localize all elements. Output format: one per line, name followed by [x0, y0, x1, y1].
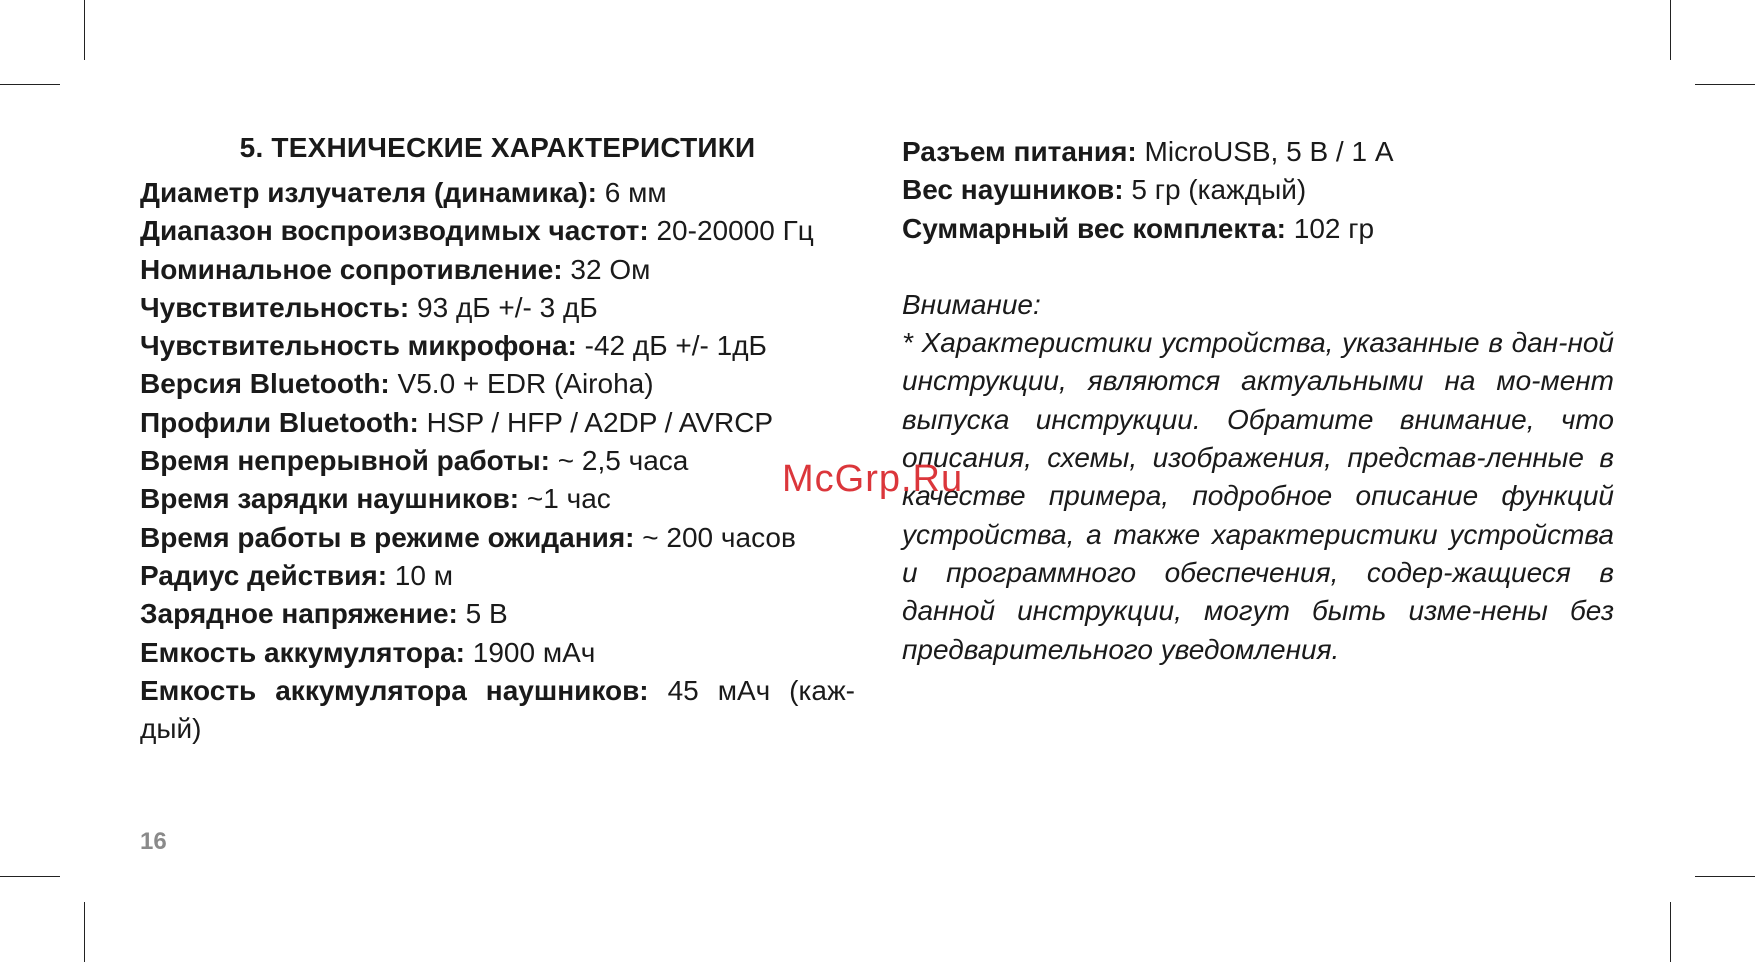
spec-line [140, 212, 855, 250]
spec-value: 1900 мАч [464, 636, 596, 668]
spec-value: 93 дБ +/- 3 дБ [409, 291, 598, 323]
left-column [140, 130, 855, 748]
spec-label: Время работы в режиме ожидания: [140, 521, 635, 553]
spec-label: Вес наушников: [902, 174, 1124, 206]
spec-value: 32 Ом [562, 253, 651, 285]
spec-label: Время зарядки наушников: [140, 483, 520, 515]
spec-value: 102 гр [1286, 212, 1375, 244]
note-heading: Внимание: [902, 288, 1041, 320]
spec-label: Версия Bluetooth: [140, 368, 390, 400]
spec-line [140, 174, 855, 212]
spec-line [140, 480, 855, 518]
spec-list [140, 174, 855, 748]
crop-mark [0, 84, 60, 85]
spec-label: Емкость аккумулятора наушников: [140, 674, 649, 706]
spec-label: Профили Bluetooth: [140, 406, 419, 438]
crop-mark [1695, 876, 1755, 877]
note-body: * Характеристики устройства, указанные в дан-ной инструкции, являются актуальными на мо-мент выпуска инструкции. Обратите внимание, что описания, схемы, изображения, представ-ленные в качестве примера, подробное описание функций устройства, а также характеристики устройства и программного обеспечения, содер-жащиеся в данной инструкции, могут быть изме-нены без предварительного уведомления. [902, 327, 1614, 665]
spec-label: Разъем питания: [902, 136, 1137, 167]
spec-line [140, 557, 855, 595]
spec-line [140, 672, 855, 749]
crop-mark [84, 902, 85, 962]
spec-list [902, 133, 1614, 248]
watermark: McGrp.Ru [782, 458, 964, 500]
spec-line [902, 133, 1614, 171]
crop-mark [1695, 84, 1755, 85]
spec-value: V5.0 + EDR (Airoha) [389, 368, 654, 400]
spec-line [902, 210, 1614, 248]
crop-mark [1670, 902, 1671, 962]
spec-value: HSP / HFP / A2DP / AVRCP [418, 406, 774, 438]
spec-line [140, 251, 855, 289]
spec-label: Чувствительность: [140, 291, 410, 323]
spec-label: Диаметр излучателя (динамика): [140, 177, 597, 208]
spec-value: 20-20000 Гц [648, 215, 814, 247]
spec-label: Время непрерывной работы: [140, 445, 550, 477]
spec-value: ~ 2,5 часа [550, 445, 689, 477]
spec-value: 45 мАч (каж-дый) [140, 674, 855, 745]
spec-value: 6 мм [596, 177, 667, 208]
spec-label: Емкость аккумулятора: [140, 636, 465, 668]
page-number: 16 [140, 828, 167, 855]
section-title: 5. ТЕХНИЧЕСКИЕ ХАРАКТЕРИСТИКИ [239, 132, 756, 163]
spec-line [140, 365, 855, 403]
spec-value: 10 м [387, 559, 453, 591]
spec-label: Зарядное напряжение: [140, 598, 458, 630]
spec-value: -42 дБ +/- 1дБ [576, 330, 767, 362]
spec-value: ~1 час [519, 483, 611, 515]
spec-value: ~ 200 часов [634, 521, 796, 553]
spec-value: MicroUSB, 5 В / 1 А [1136, 136, 1394, 167]
spec-line [140, 442, 855, 480]
crop-mark [84, 0, 85, 60]
spec-line [140, 519, 855, 557]
spec-value: 5 В [457, 598, 508, 630]
spec-label: Радиус действия: [140, 559, 388, 591]
spec-line [140, 327, 855, 365]
spec-line [902, 171, 1614, 209]
spec-label: Чувствительность микрофона: [140, 330, 577, 362]
spec-line [140, 634, 855, 672]
attention-note [902, 286, 1614, 669]
spec-value: 5 гр (каждый) [1123, 174, 1307, 206]
spec-line [140, 595, 855, 633]
crop-mark [1670, 0, 1671, 60]
spec-line [140, 404, 855, 442]
spec-label: Суммарный вес комплекта: [902, 212, 1286, 244]
spec-line [140, 289, 855, 327]
crop-mark [0, 876, 60, 877]
spec-label: Диапазон воспроизводимых частот: [140, 215, 649, 247]
right-column [902, 130, 1614, 669]
spec-label: Номинальное сопротивление: [140, 253, 563, 285]
